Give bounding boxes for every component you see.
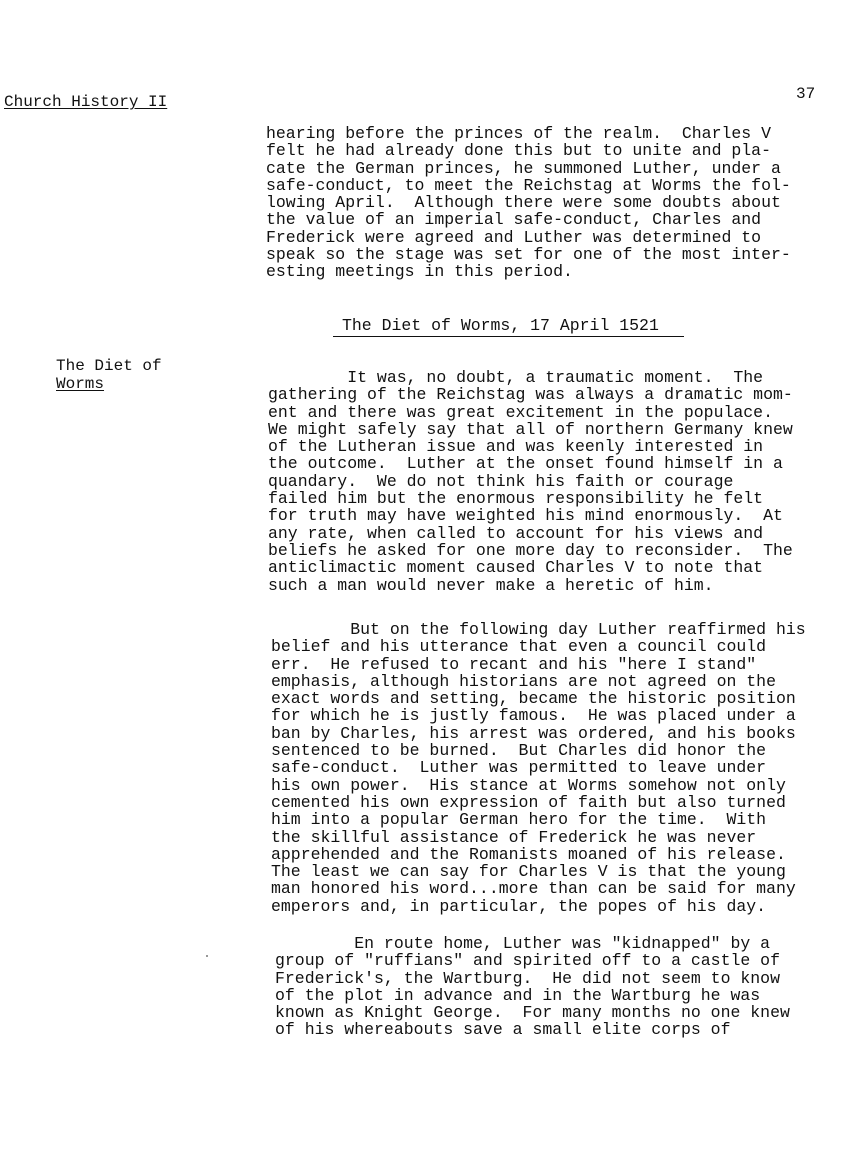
scan-speck xyxy=(206,955,208,957)
body-paragraph-2: It was, no doubt, a traumatic moment. The gathering of the Reichstag was always a dramatic mom- ent and there was great excitement in the populace. We might safely say that all of northern Germany knew of the Lutheran issue and was keenly interested in the outcome. Luther at the onset found himself in a quandary. We do not think his faith or courage failed him but the enormous responsibility he felt for truth may have weighted his mind enormously. At any rate, when called to account for his views and beliefs he asked for one more day to reconsider. The anticlimactic moment caused Charles V to note that such a man would never make a heretic of him. xyxy=(268,368,793,595)
page-number: 37 xyxy=(796,85,816,103)
section-heading: The Diet of Worms, 17 April 1521 xyxy=(333,317,684,337)
body-paragraph-1: hearing before the princes of the realm. Charles V felt he had already done this but to unite and pla- cate the German princes, he summoned Luther, under a safe-conduct, to meet the Reichstag at Worms the fol- lowing April. Although there were some doubts about the value of an imperial safe-conduct, Charles and Frederick were agreed and Luther was determined to speak so the stage was set for one of the most inter- esting meetings in this period. xyxy=(266,124,791,282)
margin-note-line-1: The Diet of xyxy=(56,357,162,375)
margin-note xyxy=(56,357,162,393)
body-paragraph-3: But on the following day Luther reaffirmed his belief and his utterance that even a council could err. He refused to recant and his "here I stand" emphasis, although historians are not agreed on the exact words and setting, became the historic position for which he is justly famous. He was placed under a ban by Charles, his arrest was ordered, and his books sentenced to be burned. But Charles did honor the safe-conduct. Luther was permitted to leave under his own power. His stance at Worms somehow not only cemented his own expression of faith but also turned him into a popular German hero for the time. With the skillful assistance of Frederick he was never apprehended and the Romanists moaned of his release. The least we can say for Charles V is that the young man honored his word...more than can be said for many emperors and, in particular, the popes of his day. xyxy=(271,620,806,916)
margin-note-line-2: Worms xyxy=(56,375,105,393)
body-paragraph-4: En route home, Luther was "kidnapped" by a group of "ruffians" and spirited off to a castle of Frederick's, the Wartburg. He did not seem to know of the plot in advance and in the Wartburg he was known as Knight George. For many months no one knew of his whereabouts save a small elite corps of xyxy=(275,934,790,1040)
running-header-title: Church History II xyxy=(4,93,168,111)
